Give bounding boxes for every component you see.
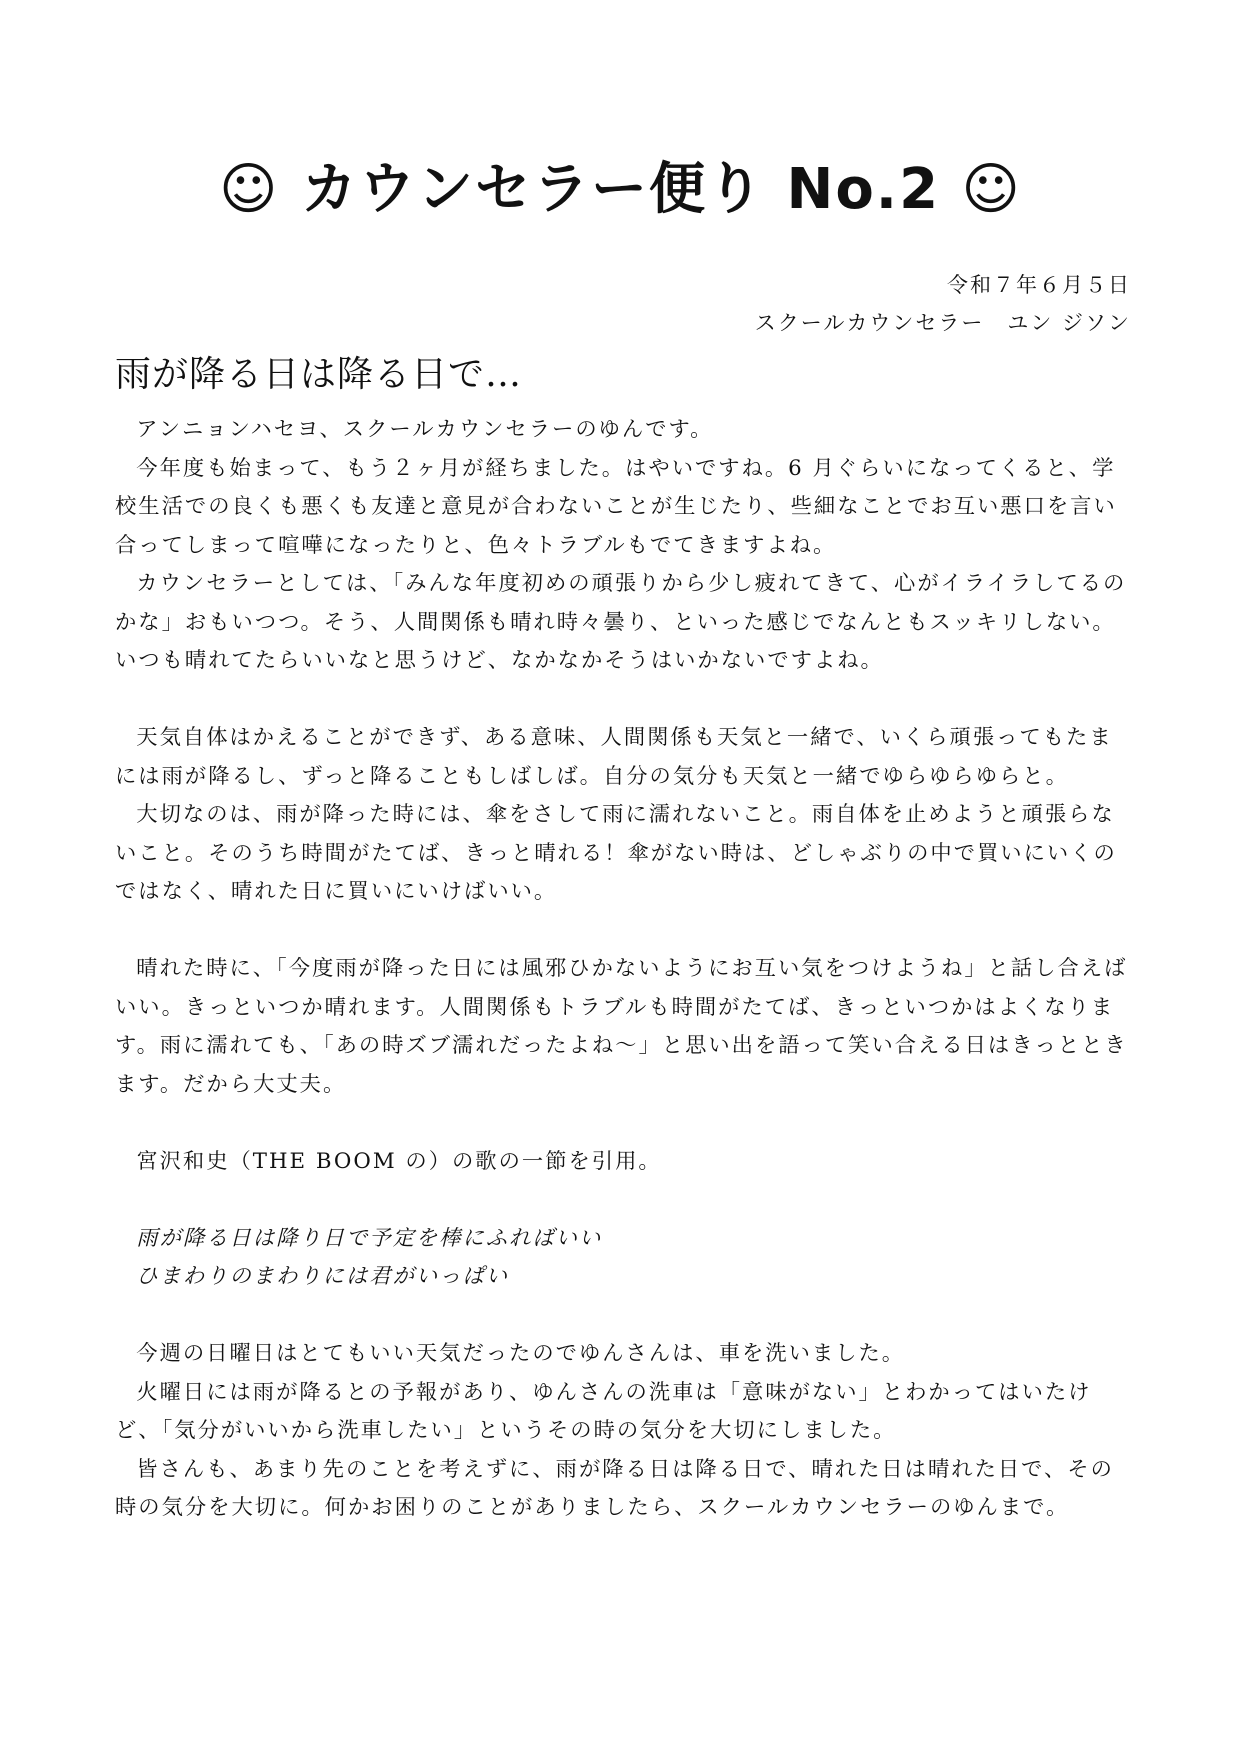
song-lyrics <box>115 1220 1130 1297</box>
paragraph: 大切なのは、雨が降った時には、傘をさして雨に濡れないこと。雨自体を止めようと頑張らないこと。そのうち時間がたてば、きっと晴れる！傘がない時は、どしゃぶりの中で買いにいくのではなく、晴れた日に買いにいけばいい。 <box>115 802 1117 904</box>
page-title: ☺ カウンセラー便り No.2 ☺ <box>219 157 1022 222</box>
paragraph-gap <box>115 1104 1130 1143</box>
article-body <box>115 411 1130 1528</box>
paragraph-gap <box>115 1181 1130 1220</box>
lyric-line: ひまわりのまわりには君がいっぱい <box>136 1264 510 1289</box>
paragraph-gap <box>115 681 1130 720</box>
paragraph: アンニョンハセヨ、スクールカウンセラーのゆんです。 <box>136 417 714 442</box>
paragraph: カウンセラーとしては、「みんな年度初めの頑張りから少し疲れてきて、心がイライラしてるのかな」おもいつつ。そう、人間関係も晴れ時々曇り、といった感じでなんともスッキリしない。いつも晴れてたらいいなと思うけど、なかなかそうはいかないですよね。 <box>115 571 1127 673</box>
paragraph-gap <box>115 1297 1130 1336</box>
paragraph: 皆さんも、あまり先のことを考えずに、雨が降る日は降る日で、晴れた日は晴れた日で、その時の気分を大切に。何かお困りのことがありましたら、スクールカウンセラーのゆんまで。 <box>115 1456 1114 1520</box>
quote-intro: 宮沢和史（THE BOOM の）の歌の一節を引用。 <box>136 1148 662 1174</box>
paragraph: 天気自体はかえることができず、ある意味、人間関係も天気と一緒で、いくら頑張ってもたまには雨が降るし、ずっと降ることもしばしば。自分の気分も天気と一緒でゆらゆらゆらと。 <box>115 725 1113 789</box>
paragraph: 晴れた時に、「今度雨が降った日には風邪ひかないようにお互い気をつけようね」と話し合えばいい。きっといつか晴れます。人間関係もトラブルも時間がたてば、きっといつかはよくなります。雨に濡れても、「あの時ズブ濡れだったよね〜」と思い出を語って笑い合える日はきっとときます。だから大丈夫。 <box>115 956 1128 1097</box>
paragraph: 今年度も始まって、もう２ヶ月が経ちました。はやいですね。6 月ぐらいになってくると、学校生活での良くも悪くも友達と意見が合わないことが生じたり、些細なことでお互い悪口を言い合ってしまって喧嘩になったりと、色々トラブルもでてきますよね。 <box>115 455 1117 558</box>
issue-date: 令和７年６月５日 <box>947 273 1131 297</box>
paragraph-gap <box>115 912 1130 951</box>
paragraph: 火曜日には雨が降るとの予報があり、ゆんさんの洗車は「意味がない」とわかってはいたけど、「気分がいいから洗車したい」というその時の気分を大切にしました。 <box>115 1379 1092 1443</box>
paragraph: 今週の日曜日はとてもいい天気だったのでゆんさんは、車を洗いました。 <box>136 1341 906 1366</box>
article-heading: 雨が降る日は降る日で… <box>115 354 523 395</box>
author-line: スクールカウンセラー ユン ジソン <box>754 311 1131 335</box>
lyric-line: 雨が降る日は降り日で予定を棒にふればいい <box>136 1225 603 1251</box>
header-meta <box>755 266 1131 342</box>
